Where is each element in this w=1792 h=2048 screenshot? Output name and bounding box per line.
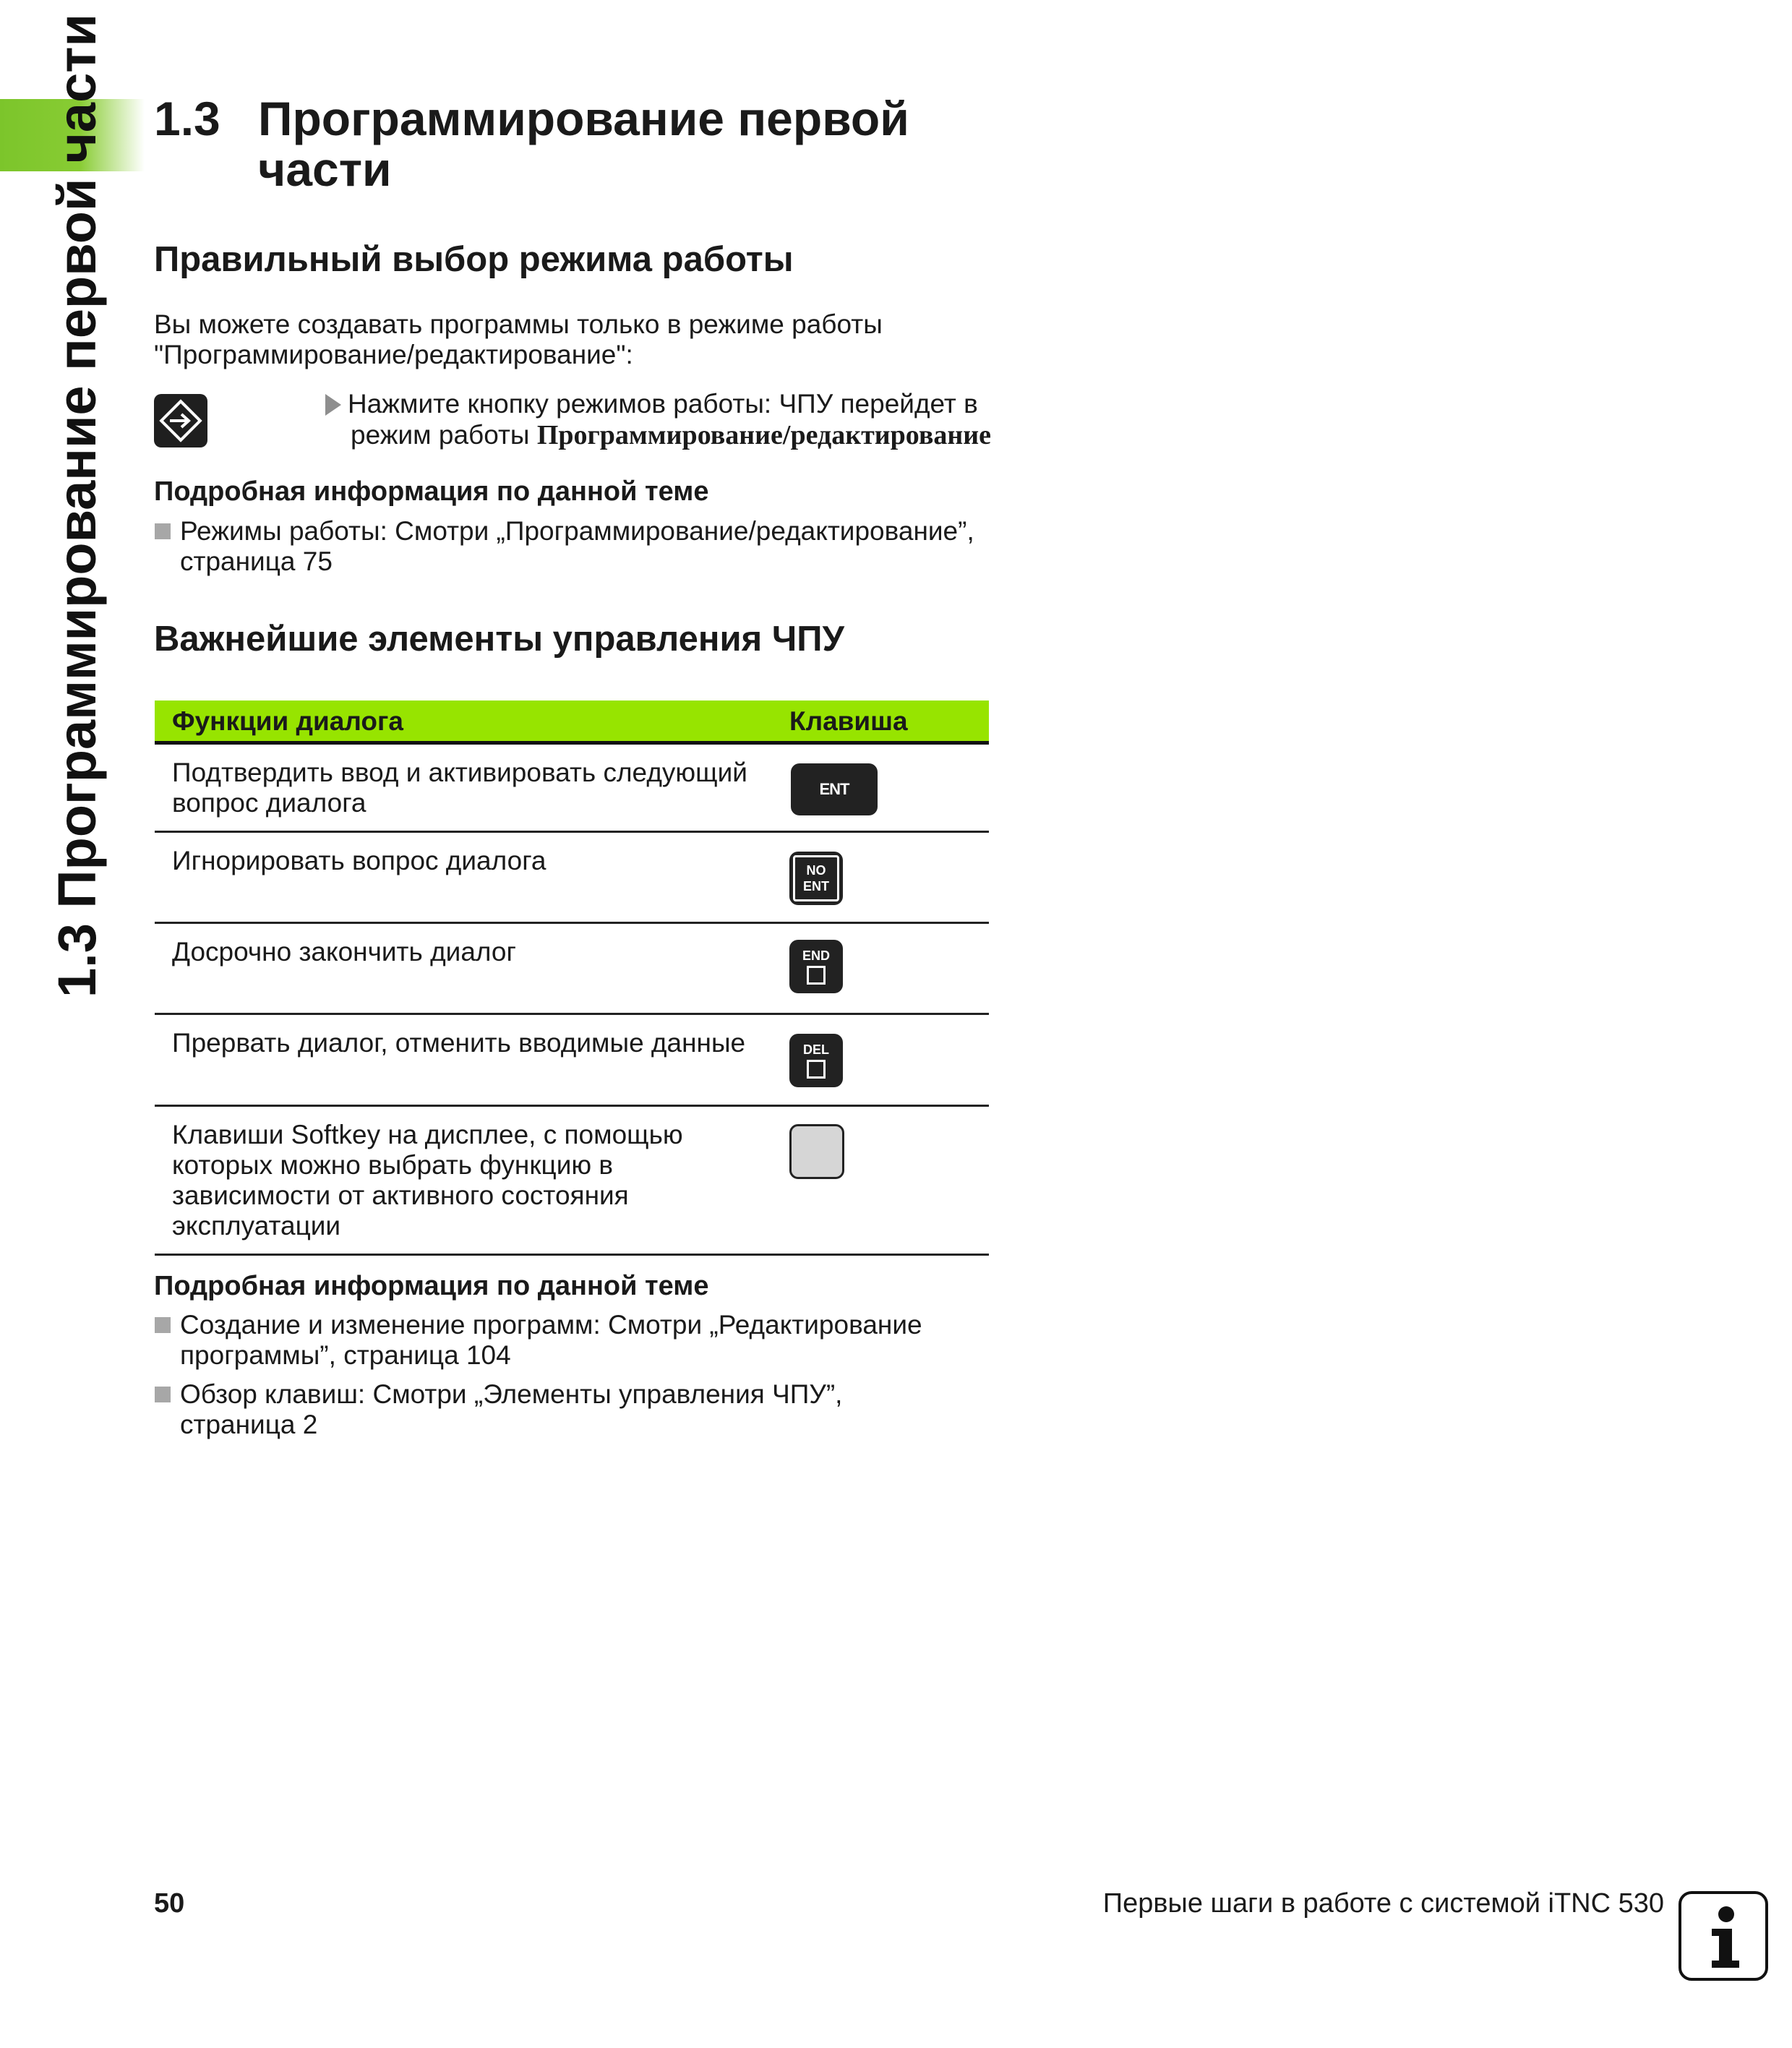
table-header [155,700,989,745]
section1-info-item1-line1: Режимы работы: Смотри „Программирование/редактирование”, [180,516,974,546]
table-row [155,745,989,833]
table-row [155,1107,989,1256]
table-row [155,1015,989,1107]
book-title: Первые шаги в работе с системой iTNC 530 [1102,1888,1664,1919]
row-text: Досрочно закончить диалог [172,937,516,967]
section-number: 1.3 [154,92,220,145]
page-title-line1: Программирование первой [258,92,909,145]
step-line1: Нажмите кнопку режимов работы: ЧПУ перейдет в [348,389,978,419]
bullet-icon [155,1317,171,1333]
section2-title: Важнейшие элементы управления ЧПУ [154,620,844,659]
section2-info-heading: Подробная информация по данной теме [154,1271,709,1301]
step-line2 [351,419,991,451]
section2-info-item1-line1: Создание и изменение программ: Смотри „Редактирование [180,1310,922,1340]
side-tab-label: 1.3 Программирование первой части [47,14,107,998]
section1-intro-line2: "Программирование/редактирование": [154,340,633,369]
row-text: Клавиши Softkey на дисплее, с помощью которых можно выбрать функцию в зависимости от активного состояния эксплуатации [172,1120,683,1241]
table-header-key: Клавиша [789,706,908,736]
table-header-functions: Функции диалога [172,706,403,736]
no-ent-key-icon: NO ENT [789,852,843,905]
step-line2-prefix: режим работы [351,420,537,450]
table-row [155,924,989,1015]
row-text: Прервать диалог, отменить вводимые данные [172,1028,746,1058]
bullet-icon [155,1387,171,1402]
section1-info-item1-line2: страница 75 [180,547,333,576]
programming-mode-key-icon [154,394,207,447]
row-text: Подтвердить ввод и активировать следующий вопрос диалога [172,758,747,818]
softkey-icon [789,1124,844,1179]
section2-info-item1-line2: программы”, страница 104 [180,1340,511,1370]
section2-info-item2-line1: Обзор клавиш: Смотри „Элементы управления ЧПУ”, [180,1379,843,1409]
page-number: 50 [154,1888,185,1919]
page-title-line2: части [258,142,392,196]
bullet-icon [155,523,171,539]
end-key-icon: END [789,940,843,993]
section1-info-heading: Подробная информация по данной теме [154,476,709,507]
keys-table [155,700,989,1256]
step-mode-name: Программирование/редактирование [536,420,992,450]
table-row [155,833,989,924]
row-text: Игнорировать вопрос диалога [172,846,546,875]
del-key-icon: DEL [789,1034,843,1087]
info-icon [1679,1891,1768,1981]
section1-title: Правильный выбор режима работы [154,240,794,279]
ent-key-icon: ENT [791,763,878,815]
step-arrow-icon [325,394,341,416]
section2-info-item2-line2: страница 2 [180,1410,318,1439]
section1-intro-line1: Вы можете создавать программы только в режиме работы [154,309,883,339]
